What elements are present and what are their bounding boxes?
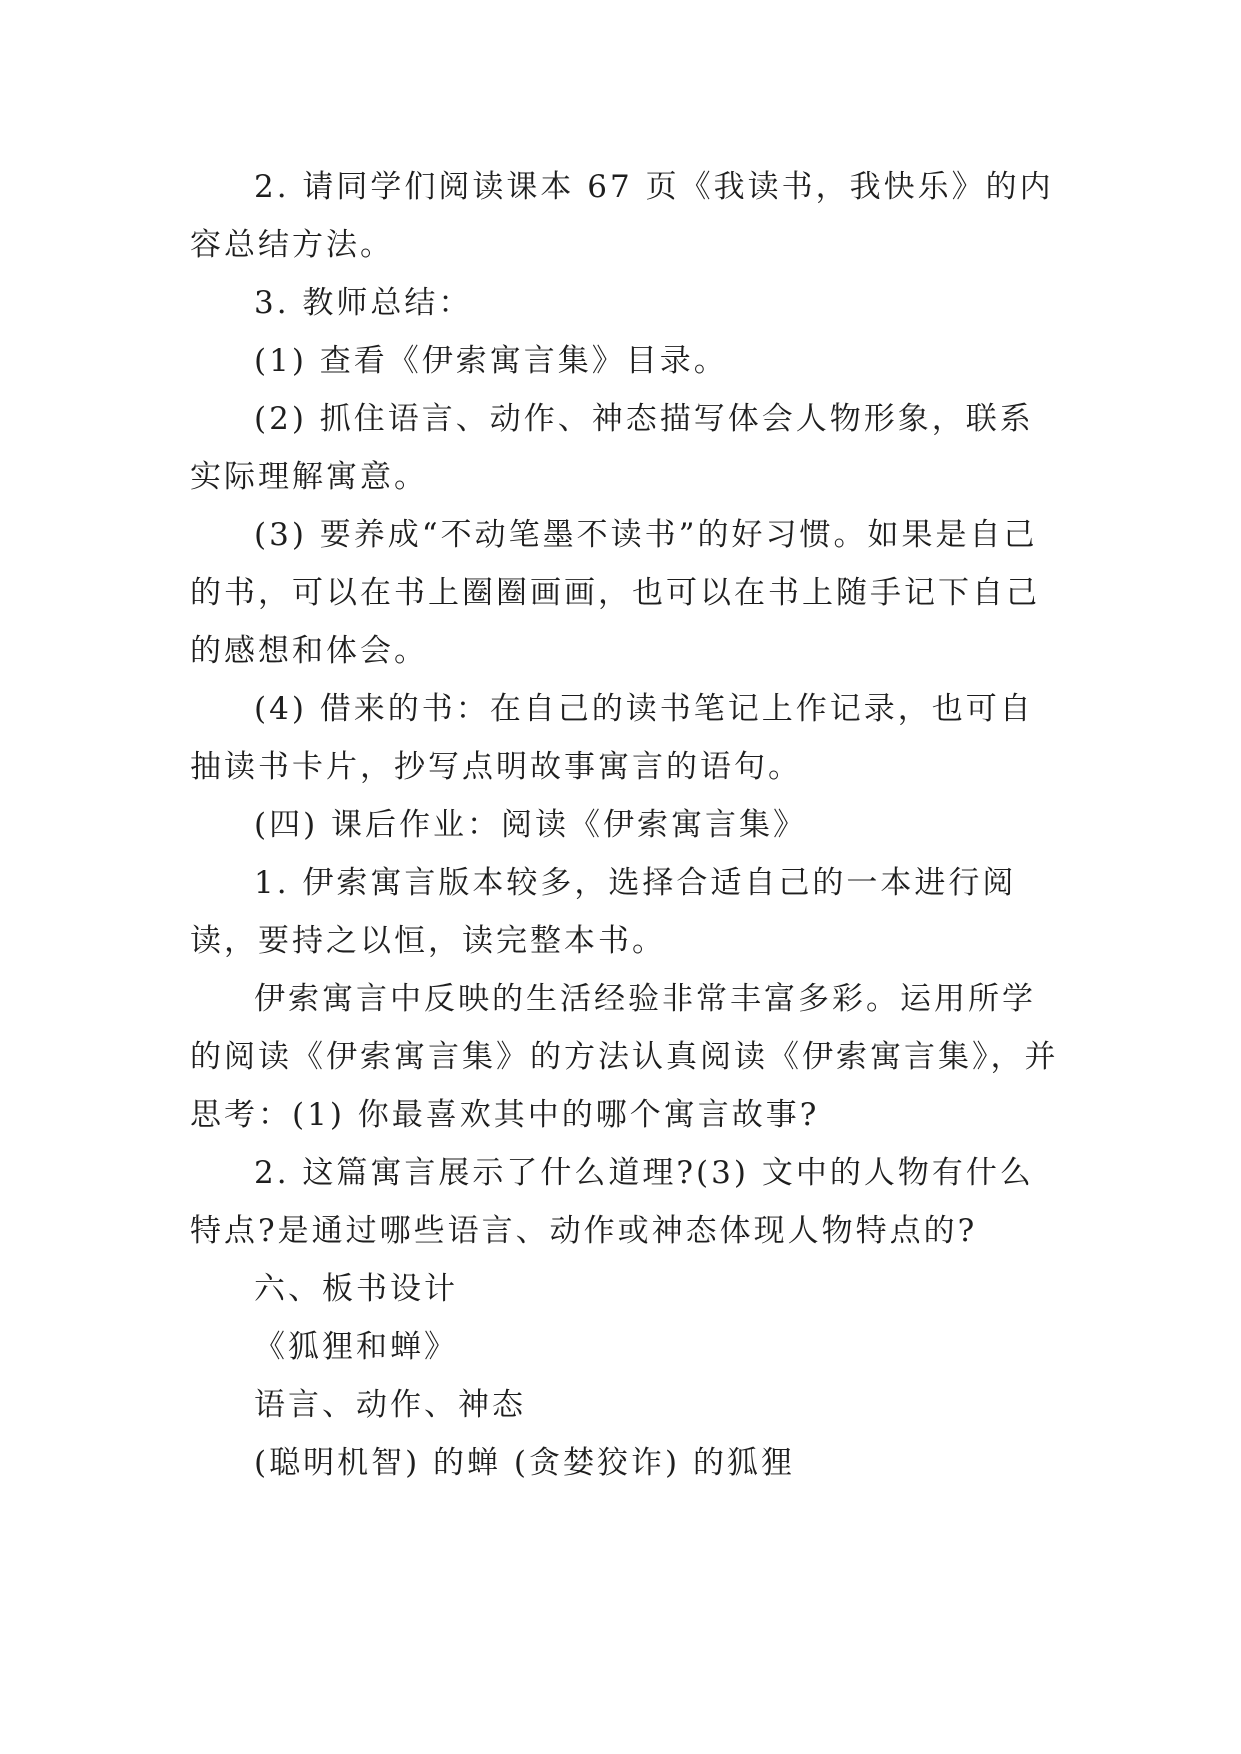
paragraph-item-4: (4) 借来的书：在自己的读书笔记上作记录，也可自抽读书卡片，抄写点明故事寓言的语句。	[190, 691, 1034, 785]
document-body	[190, 158, 1060, 1492]
paragraph-item-1: (1) 查看《伊索寓言集》目录。	[254, 343, 728, 379]
section-homework: (四) 课后作业：阅读《伊索寓言集》	[254, 807, 808, 843]
paragraph-homework-reflection: 伊索寓言中反映的生活经验非常丰富多彩。运用所学的阅读《伊索寓言集》的方法认真阅读《伊索寓言集》，并思考：(1) 你最喜欢其中的哪个寓言故事?	[190, 981, 1059, 1133]
paragraph-homework-1: 1. 伊索寓言版本较多，选择合适自己的一本进行阅读，要持之以恒，读完整本书。	[190, 865, 1017, 959]
section-board-design: 六、板书设计	[254, 1271, 458, 1307]
paragraph-item-3: (3) 要养成“不动笔墨不读书”的好习惯。如果是自己的书，可以在书上圈圈画画，也可以在书上随手记下自己的感想和体会。	[190, 517, 1040, 669]
paragraph-teacher-summary: 3. 教师总结：	[254, 285, 473, 321]
paragraph-homework-2: 2. 这篇寓言展示了什么道理?(3) 文中的人物有什么特点?是通过哪些语言、动作或神态体现人物特点的?	[190, 1155, 1034, 1249]
paragraph-reading-method: 2. 请同学们阅读课本 67 页《我读书，我快乐》的内容总结方法。	[190, 169, 1054, 263]
board-title: 《狐狸和蝉》	[254, 1329, 458, 1365]
paragraph-item-2: (2) 抓住语言、动作、神态描写体会人物形象，联系实际理解寓意。	[190, 401, 1034, 495]
board-keywords: 语言、动作、神态	[254, 1387, 526, 1423]
board-characters: (聪明机智) 的蝉 (贪婪狡诈) 的狐狸	[254, 1445, 795, 1481]
